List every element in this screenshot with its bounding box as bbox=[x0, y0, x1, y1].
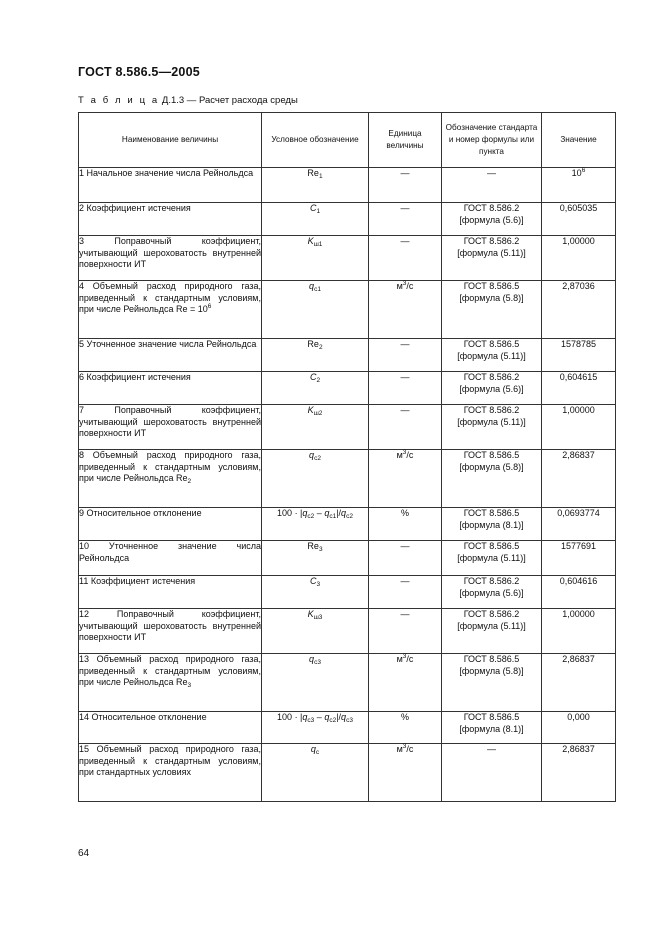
cell-symbol: $q_{c3}$ bbox=[262, 654, 369, 712]
cell-unit: $м^3/с$ bbox=[369, 744, 442, 802]
cell-unit: — bbox=[369, 339, 442, 372]
caption-text: Расчет расхода среды bbox=[198, 95, 298, 106]
cell-reference: ГОСТ 8.586.5 [формула (5.11)] bbox=[442, 541, 542, 576]
cell-name: 3 Поправочный коэффициент, учитывающий шероховатость внутренней поверхности ИТ bbox=[79, 236, 262, 281]
cell-name: 13 Объемный расход природного газа, приведенный к стандартным условиям, при числе Рейнольдса $Re_3$ bbox=[79, 654, 262, 712]
cell-reference: ГОСТ 8.586.5 [формула (8.1)] bbox=[442, 508, 542, 541]
cell-value: 2,86837 bbox=[542, 654, 616, 712]
cell-name: 7 Поправочный коэффициент, учитывающий шероховатость внутренней поверхности ИТ bbox=[79, 405, 262, 450]
cell-reference: ГОСТ 8.586.2 [формула (5.11)] bbox=[442, 405, 542, 450]
cell-unit: — bbox=[369, 609, 442, 654]
cell-value: 2,86837 bbox=[542, 744, 616, 802]
table-row bbox=[79, 744, 616, 802]
cell-name: 11 Коэффициент истечения bbox=[79, 576, 262, 609]
flow-calculation-table bbox=[78, 112, 616, 802]
table-row bbox=[79, 372, 616, 405]
cell-symbol: $K_{ш2}$ bbox=[262, 405, 369, 450]
cell-name: 5 Уточненное значение числа Рейнольдса bbox=[79, 339, 262, 372]
cell-symbol: $q_{c2}$ bbox=[262, 450, 369, 508]
cell-symbol: $C_3$ bbox=[262, 576, 369, 609]
cell-value: 1,00000 bbox=[542, 405, 616, 450]
cell-unit: — bbox=[369, 168, 442, 203]
cell-name: 10 Уточненное значение числа Рейнольдса bbox=[79, 541, 262, 576]
cell-name: 12 Поправочный коэффициент, учитывающий шероховатость внутренней поверхности ИТ bbox=[79, 609, 262, 654]
cell-reference: ГОСТ 8.586.2 [формула (5.6)] bbox=[442, 372, 542, 405]
cell-value: 0,000 bbox=[542, 712, 616, 744]
cell-reference: — bbox=[442, 744, 542, 802]
table-row bbox=[79, 609, 616, 654]
cell-value: 2,86837 bbox=[542, 450, 616, 508]
cell-symbol: $K_{ш1}$ bbox=[262, 236, 369, 281]
cell-unit: $м^3/с$ bbox=[369, 281, 442, 339]
cell-reference: ГОСТ 8.586.2 [формула (5.6)] bbox=[442, 576, 542, 609]
table-caption bbox=[78, 95, 298, 106]
cell-name: 14 Относительное отклонение bbox=[79, 712, 262, 744]
cell-name: 4 Объемный расход природного газа, приведенный к стандартным условиям, при числе Рейнольдса $Re = 10^6$ bbox=[79, 281, 262, 339]
cell-value: 0,605035 bbox=[542, 203, 616, 236]
cell-value: 2,87036 bbox=[542, 281, 616, 339]
caption-dash: — bbox=[184, 95, 199, 106]
cell-reference: ГОСТ 8.586.5 [формула (5.11)] bbox=[442, 339, 542, 372]
table-row bbox=[79, 450, 616, 508]
cell-symbol: $Re_1$ bbox=[262, 168, 369, 203]
table-header-row bbox=[79, 113, 616, 168]
cell-symbol: $q_{c1}$ bbox=[262, 281, 369, 339]
cell-name: 6 Коэффициент истечения bbox=[79, 372, 262, 405]
cell-symbol: $Re_2$ bbox=[262, 339, 369, 372]
cell-symbol: $C_1$ bbox=[262, 203, 369, 236]
cell-reference: ГОСТ 8.586.5 [формула (8.1)] bbox=[442, 712, 542, 744]
cell-symbol: $100 \cdot |q_{c2} - q_{c1}|/q_{c2}$ bbox=[262, 508, 369, 541]
cell-unit: $м^3/с$ bbox=[369, 654, 442, 712]
cell-unit: — bbox=[369, 576, 442, 609]
cell-reference: — bbox=[442, 168, 542, 203]
table-row bbox=[79, 203, 616, 236]
table-row bbox=[79, 508, 616, 541]
cell-reference: ГОСТ 8.586.5 [формула (5.8)] bbox=[442, 450, 542, 508]
document-header: ГОСТ 8.586.5—2005 bbox=[78, 65, 200, 79]
cell-symbol: $K_{ш3}$ bbox=[262, 609, 369, 654]
cell-value: 0,604616 bbox=[542, 576, 616, 609]
cell-unit: % bbox=[369, 508, 442, 541]
table-row bbox=[79, 405, 616, 450]
cell-name: 2 Коэффициент истечения bbox=[79, 203, 262, 236]
cell-symbol: $C_2$ bbox=[262, 372, 369, 405]
table-row bbox=[79, 654, 616, 712]
column-header-value: Значение bbox=[542, 113, 616, 168]
table-row bbox=[79, 236, 616, 281]
table-row bbox=[79, 576, 616, 609]
cell-name: 1 Начальное значение числа Рейнольдса bbox=[79, 168, 262, 203]
cell-reference: ГОСТ 8.586.5 [формула (5.8)] bbox=[442, 281, 542, 339]
cell-unit: — bbox=[369, 372, 442, 405]
cell-reference: ГОСТ 8.586.2 [формула (5.11)] bbox=[442, 236, 542, 281]
cell-value: 0,0693774 bbox=[542, 508, 616, 541]
column-header-reference: Обозначение стандарта и номер формулы или пункта bbox=[442, 113, 542, 168]
cell-reference: ГОСТ 8.586.2 [формула (5.11)] bbox=[442, 609, 542, 654]
cell-name: 8 Объемный расход природного газа, приведенный к стандартным условиям, при числе Рейнольдса $Re_2$ bbox=[79, 450, 262, 508]
cell-unit: — bbox=[369, 236, 442, 281]
cell-value: $10^6$ bbox=[542, 168, 616, 203]
cell-value: 1577691 bbox=[542, 541, 616, 576]
cell-value: 1,00000 bbox=[542, 609, 616, 654]
cell-value: 1,00000 bbox=[542, 236, 616, 281]
cell-unit: — bbox=[369, 541, 442, 576]
table-row bbox=[79, 712, 616, 744]
column-header-unit: Единица величины bbox=[369, 113, 442, 168]
cell-unit: — bbox=[369, 203, 442, 236]
caption-label: Т а б л и ц а bbox=[78, 95, 160, 106]
cell-value: 1578785 bbox=[542, 339, 616, 372]
cell-unit: $м^3/с$ bbox=[369, 450, 442, 508]
column-header-symbol: Условное обозначение bbox=[262, 113, 369, 168]
cell-unit: — bbox=[369, 405, 442, 450]
table-row bbox=[79, 168, 616, 203]
column-header-name: Наименование величины bbox=[79, 113, 262, 168]
cell-value: 0,604615 bbox=[542, 372, 616, 405]
cell-symbol: $q_c$ bbox=[262, 744, 369, 802]
page-number: 64 bbox=[78, 848, 90, 859]
caption-number: Д.1.3 bbox=[161, 95, 185, 106]
cell-symbol: $Re_3$ bbox=[262, 541, 369, 576]
table-row bbox=[79, 541, 616, 576]
cell-name: 9 Относительное отклонение bbox=[79, 508, 262, 541]
cell-reference: ГОСТ 8.586.5 [формула (5.8)] bbox=[442, 654, 542, 712]
cell-name: 15 Объемный расход природного газа, приведенный к стандартным условиям, при стандартных условиях bbox=[79, 744, 262, 802]
table-row bbox=[79, 339, 616, 372]
cell-symbol: $100 \cdot |q_{c3} - q_{c2}|/q_{c3}$ bbox=[262, 712, 369, 744]
table-row bbox=[79, 281, 616, 339]
cell-reference: ГОСТ 8.586.2 [формула (5.6)] bbox=[442, 203, 542, 236]
cell-unit: % bbox=[369, 712, 442, 744]
